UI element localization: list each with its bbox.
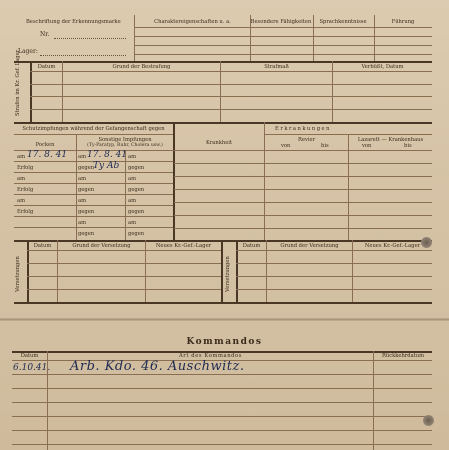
impf-row-6-pocken: Erfolg <box>17 209 34 215</box>
impfungen-title: Schutzimpfungen während der Gefangenschaft gegen <box>22 126 165 132</box>
rule <box>14 227 173 228</box>
rule <box>12 430 432 431</box>
impf-row-6-sonstige-a: gegen <box>78 209 95 215</box>
rule <box>14 216 173 217</box>
rule <box>12 388 432 389</box>
rule <box>134 15 135 61</box>
rule <box>174 202 432 203</box>
lazarett-bis: bis <box>404 143 412 149</box>
faehigkeiten-header: Besondere Fähigkeiten <box>250 19 312 25</box>
impf-row-7-sonstige-b: am <box>128 220 137 226</box>
rule <box>14 122 432 124</box>
erkennungsmarke-label: Beschriftung der Erkennungsmarke <box>26 19 121 25</box>
impf-row-2-sonstige-a: gegen <box>78 165 95 171</box>
rule <box>236 276 432 277</box>
impf-row-5-sonstige-b: am <box>128 198 137 204</box>
rule <box>14 240 432 242</box>
kommandos-art-header: Art des Kommandos <box>178 353 243 359</box>
vers-right-neues-header: Neues Kr.-Gef.-Lager <box>364 243 421 249</box>
rule <box>373 351 374 450</box>
rule <box>14 183 173 184</box>
kommandos-title: Kommandos <box>186 337 263 347</box>
versetzungen-side-label-left: Versetzungen <box>15 256 21 292</box>
rule <box>12 416 432 417</box>
hw-sonstige-gegen: Ty Ab <box>93 161 120 171</box>
strafen-grund-header: Grund der Bestrafung <box>112 64 171 70</box>
lager-label: Lager: <box>18 48 38 55</box>
verbuesst-header: Verbüßt, Datum <box>361 64 404 70</box>
nr-label: Nr. <box>40 31 50 38</box>
rule <box>174 176 432 177</box>
krankheit-header: Krankheit <box>205 140 233 146</box>
lazarett-header: Lazarett — Krankenhaus <box>357 137 424 143</box>
rule <box>236 263 432 264</box>
kommandos-datum-header: Datum <box>20 353 39 359</box>
impf-row-4-pocken: Erfolg <box>17 187 34 193</box>
rule <box>174 228 432 229</box>
vers-left-neues-header: Neues Kr.-Gef.-Lager <box>155 243 212 249</box>
rule <box>14 194 173 195</box>
hw-kommando-art: Arb. Kdo. 46. Auschwitz. <box>70 359 245 374</box>
charakter-header: Charaktereigenschaften u. a. <box>154 19 231 25</box>
rule <box>27 250 221 251</box>
lazarett-von: von <box>362 143 372 149</box>
vers-right-datum-header: Datum <box>242 243 261 249</box>
punch-hole-bottom <box>423 415 434 426</box>
impf-row-2-sonstige-b: gegen <box>128 165 145 171</box>
rule <box>30 71 432 72</box>
impf-row-1-pocken: am <box>17 154 26 160</box>
rule <box>374 15 375 61</box>
lager-line <box>40 55 126 56</box>
revier-header: Revier <box>297 137 316 143</box>
fuehrung-header: Führung <box>391 19 415 25</box>
rule <box>27 289 221 290</box>
rule <box>12 402 432 403</box>
punch-hole-top <box>421 237 432 248</box>
rule <box>250 15 251 61</box>
sprachkenntnisse-header: Sprachkenntnisse <box>319 19 367 25</box>
rule <box>30 109 432 110</box>
rule <box>30 84 432 85</box>
pocken-header: Pocken <box>35 142 55 148</box>
impf-row-3-pocken: am <box>17 176 26 182</box>
impf-row-3-sonstige-b: am <box>128 176 137 182</box>
vers-right-grund-header: Grund der Versetzung <box>280 243 339 249</box>
rule <box>30 96 432 97</box>
rule <box>313 15 314 61</box>
rule <box>174 215 432 216</box>
revier-von: von <box>281 143 291 149</box>
impf-row-1-sonstige-a: am <box>78 154 87 160</box>
rueckkehr-header: Rückkehrdatum <box>381 353 425 359</box>
rule <box>12 374 432 375</box>
hw-sonstige-date: 17. 8. 41 <box>87 150 128 160</box>
sonstige-header: Sonstige Impfungen <box>98 137 152 143</box>
impf-row-8-sonstige-a: gegen <box>78 231 95 237</box>
impf-row-5-sonstige-a: am <box>78 198 87 204</box>
rule <box>14 302 432 304</box>
hw-pocken-date: 17. 8. 41 <box>27 150 68 160</box>
impf-row-1-sonstige-b: am <box>128 154 137 160</box>
impf-row-4-sonstige-b: gegen <box>128 187 145 193</box>
impf-row-8-sonstige-b: gegen <box>128 231 145 237</box>
rule <box>236 289 432 290</box>
paper-fold <box>0 318 449 321</box>
impf-row-6-sonstige-b: gegen <box>128 209 145 215</box>
rule <box>174 163 432 164</box>
rule <box>14 61 432 63</box>
impf-row-4-sonstige-a: gegen <box>78 187 95 193</box>
rule <box>12 444 432 445</box>
vers-left-datum-header: Datum <box>33 243 52 249</box>
strafen-side-label: Strafen im Kr. Gef. Lager <box>15 49 21 116</box>
rule <box>14 205 173 206</box>
rule <box>27 263 221 264</box>
rule <box>27 276 221 277</box>
strafen-datum-header: Datum <box>37 64 56 70</box>
revier-bis: bis <box>321 143 329 149</box>
vers-left-grund-header: Grund der Versetzung <box>72 243 131 249</box>
rule <box>134 54 432 55</box>
impf-row-3-sonstige-a: am <box>78 176 87 182</box>
rule <box>134 27 432 28</box>
rule <box>236 250 432 251</box>
rule <box>134 45 432 46</box>
nr-line <box>54 38 126 39</box>
rule <box>14 134 173 135</box>
impf-row-5-pocken: am <box>17 198 26 204</box>
rule <box>134 36 432 37</box>
rule <box>174 189 432 190</box>
rule <box>14 150 432 151</box>
versetzungen-side-label-right: Versetzungen <box>225 256 231 292</box>
rule <box>14 172 173 173</box>
impf-row-2-pocken: Erfolg <box>17 165 34 171</box>
hw-kommando-datum: 6.10.41. <box>13 363 51 373</box>
rule <box>221 240 223 302</box>
strafmass-header: Strafmaß <box>264 64 289 70</box>
impf-row-7-sonstige-a: am <box>78 220 87 226</box>
erkrankungen-title: Erkrankungen <box>275 126 331 132</box>
sonstige-sub-header: (Ty-Paratyp, Ruhr, Cholera usw.) <box>87 143 163 148</box>
